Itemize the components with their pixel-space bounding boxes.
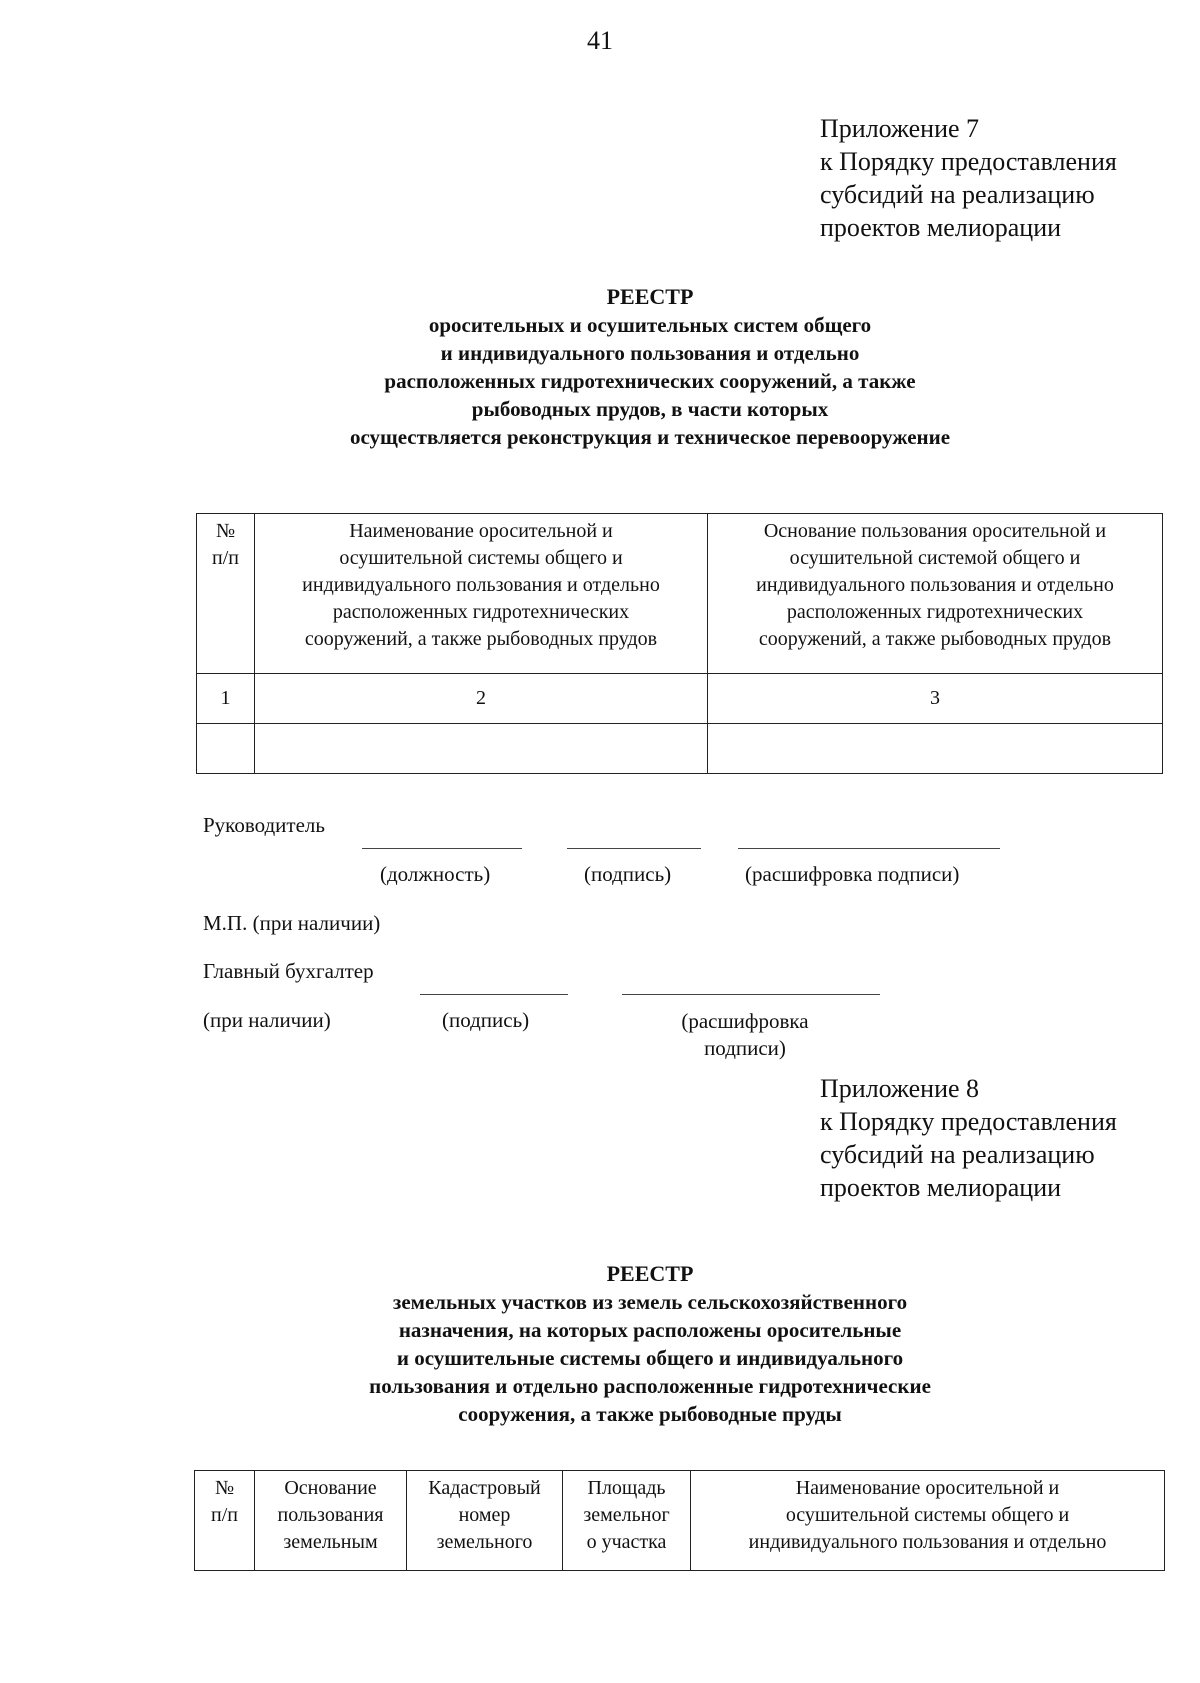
- header-line: расположенных гидротехнических: [786, 601, 1084, 623]
- caption-line: (расшифровка: [681, 1009, 809, 1033]
- empty-cell: [197, 724, 255, 774]
- header-line: Кадастровый: [428, 1477, 541, 1499]
- header-line: №: [215, 520, 236, 542]
- position-line: [362, 848, 522, 849]
- appendix-7-caption: [820, 112, 1200, 244]
- registry-1-subtitle-line: и индивидуального пользования и отдельно: [440, 341, 860, 365]
- caption-line: подписи): [704, 1036, 786, 1060]
- header-line: Основание: [284, 1477, 377, 1499]
- header-line: земельным: [283, 1531, 378, 1553]
- registry-1-table: [196, 513, 1163, 774]
- head-label: Руководитель: [203, 813, 325, 837]
- empty-cell: [708, 724, 1163, 774]
- header-line: о участка: [586, 1531, 667, 1553]
- header-line: осушительной системой общего и: [789, 547, 1081, 569]
- position-caption: (должность): [380, 862, 491, 886]
- appendix-7-line: к Порядку предоставления: [820, 147, 1117, 176]
- header-line: п/п: [212, 547, 239, 569]
- header-line: индивидуального пользования и отдельно: [748, 1531, 1107, 1553]
- header-line: №: [214, 1477, 235, 1499]
- header-line: расположенных гидротехнических: [332, 601, 630, 623]
- accountant-decoding-line: [622, 994, 880, 995]
- column-number-cell: 1: [197, 674, 255, 724]
- header-line: номер: [458, 1504, 511, 1526]
- appendix-8-line: субсидий на реализацию: [820, 1140, 1095, 1169]
- header-line: Наименование оросительной и: [795, 1477, 1060, 1499]
- accountant-decoding-caption: [665, 1008, 825, 1062]
- registry-2-header-area: [563, 1471, 691, 1571]
- registry-1-header-basis: [708, 514, 1163, 674]
- appendix-7-line: проектов мелиорации: [820, 213, 1062, 242]
- accountant-label: Главный бухгалтер: [203, 959, 374, 983]
- header-line: осушительной системы общего и: [785, 1504, 1070, 1526]
- page-number: 41: [587, 26, 613, 55]
- appendix-8-line: проектов мелиорации: [820, 1173, 1062, 1202]
- registry-2-subtitle-line: пользования и отдельно расположенные гидротехнические: [369, 1374, 931, 1398]
- registry-2-title: [180, 1260, 1120, 1428]
- accountant-signature-line: [420, 994, 568, 995]
- registry-2-header-name: [691, 1471, 1165, 1571]
- header-line: индивидуального пользования и отдельно: [756, 574, 1114, 596]
- header-line: Наименование оросительной и: [349, 520, 613, 542]
- accountant-note: (при наличии): [203, 1008, 331, 1032]
- registry-2-subtitle-line: сооружения, а также рыбоводные пруды: [458, 1402, 842, 1426]
- registry-1-header-name: [255, 514, 708, 674]
- signature-line: [567, 848, 701, 849]
- registry-1-subtitle-line: рыбоводных прудов, в части которых: [471, 397, 829, 421]
- registry-2-subtitle-line: земельных участков из земель сельскохозяйственного: [392, 1290, 908, 1314]
- column-number-cell: 3: [708, 674, 1163, 724]
- registry-2-subtitle-line: и осушительные системы общего и индивидуального: [396, 1346, 904, 1370]
- registry-2-header-basis: [255, 1471, 407, 1571]
- registry-2-header-row: [195, 1471, 1165, 1571]
- empty-cell: [255, 724, 708, 774]
- registry-1-subtitle-line: осуществляется реконструкция и техническое перевооружение: [349, 425, 951, 449]
- registry-1-header-number: [197, 514, 255, 674]
- header-line: п/п: [211, 1504, 238, 1526]
- registry-1-number-row: [197, 674, 1163, 724]
- appendix-8-line: к Порядку предоставления: [820, 1107, 1117, 1136]
- header-line: сооружений, а также рыбоводных прудов: [758, 628, 1112, 650]
- registry-1-subtitle-line: расположенных гидротехнических сооружений, а также: [384, 369, 916, 393]
- header-line: сооружений, а также рыбоводных прудов: [304, 628, 658, 650]
- header-line: пользования: [277, 1504, 384, 1526]
- header-line: индивидуального пользования и отдельно: [302, 574, 660, 596]
- registry-2-header-number: [195, 1471, 255, 1571]
- registry-2-header-cadastral: [407, 1471, 563, 1571]
- decoding-line: [738, 848, 1000, 849]
- registry-2-heading: РЕЕСТР: [606, 1261, 694, 1286]
- header-line: Площадь: [587, 1477, 666, 1499]
- registry-1-title: [180, 283, 1120, 451]
- registry-1-header-row: [197, 514, 1163, 674]
- column-number-cell: 2: [255, 674, 708, 724]
- accountant-signature-caption: (подпись): [442, 1008, 530, 1032]
- registry-1-subtitle-line: оросительных и осушительных систем общего: [428, 313, 872, 337]
- signature-caption: (подпись): [584, 862, 672, 886]
- registry-2-table: [194, 1470, 1165, 1571]
- registry-2-subtitle-line: назначения, на которых расположены оросительные: [398, 1318, 902, 1342]
- header-line: Основание пользования оросительной и: [763, 520, 1107, 542]
- header-line: земельного: [436, 1531, 533, 1553]
- header-line: земельног: [583, 1504, 670, 1526]
- appendix-7-line: субсидий на реализацию: [820, 180, 1095, 209]
- appendix-7-line: Приложение 7: [820, 114, 980, 143]
- decoding-caption: (расшифровка подписи): [745, 862, 960, 886]
- appendix-8-caption: [820, 1072, 1200, 1204]
- appendix-8-line: Приложение 8: [820, 1074, 980, 1103]
- registry-1-empty-row: [197, 724, 1163, 774]
- seal-label: М.П. (при наличии): [203, 911, 381, 935]
- header-line: осушительной системы общего и: [339, 547, 623, 569]
- registry-1-heading: РЕЕСТР: [606, 284, 694, 309]
